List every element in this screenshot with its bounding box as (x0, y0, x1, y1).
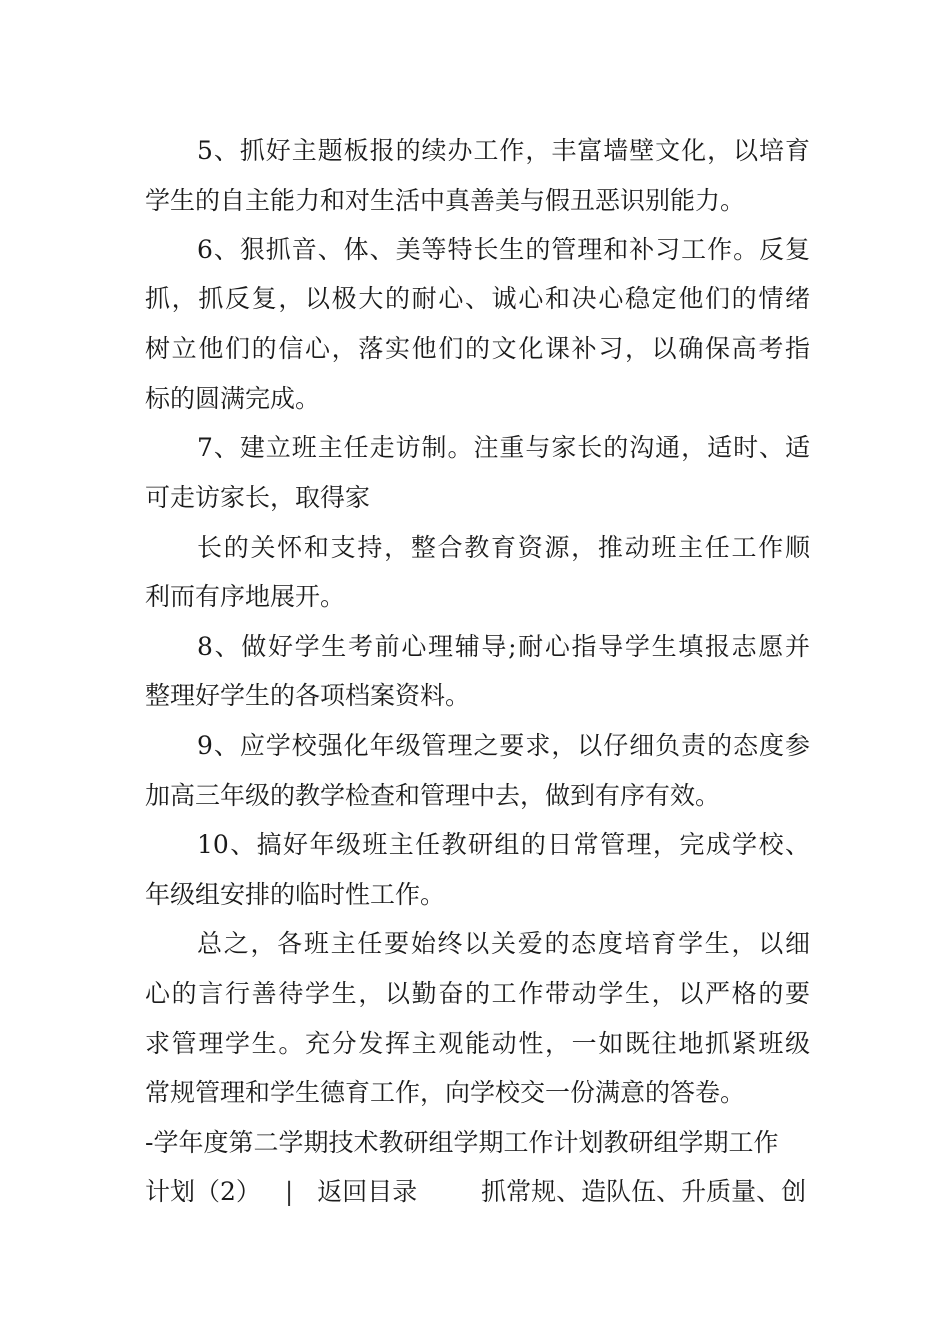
summary-line-1: 总之，各班主任要始终以关爱的态度培育学生，以细 (197, 929, 810, 958)
separator: | (284, 1177, 294, 1206)
summary-line-4: 常规管理和学生德育工作，向学校交一份满意的答卷。 (145, 1078, 746, 1107)
next-text-fragment: 抓常规、造队伍、升质量、创 (481, 1177, 807, 1206)
related-article-title-line-2 (145, 1172, 810, 1212)
paragraph-6-line-4: 标的圆满完成。 (145, 384, 321, 413)
paragraph-10-line-2: 年级组安排的临时性工作。 (145, 880, 446, 909)
paragraph-6-line-2: 抓，抓反复，以极大的耐心、诚心和决心稳定他们的情绪 (145, 284, 810, 313)
paragraph-6-line-1: 6、狠抓音、体、美等特长生的管理和补习工作。反复 (197, 235, 810, 264)
paragraph-5-line-2: 学生的自主能力和对生活中真善美与假丑恶识别能力。 (145, 186, 746, 215)
related-article-title-suffix: 计划（2） (145, 1177, 261, 1206)
paragraph-10-line-1: 10、搞好年级班主任教研组的日常管理，完成学校、 (197, 830, 810, 859)
continuation-line-1: 长的关怀和支持，整合教育资源，推动班主任工作顺 (197, 533, 810, 562)
summary-line-2: 心的言行善待学生，以勤奋的工作带动学生，以严格的要 (145, 979, 810, 1008)
related-article-title-line-1: -学年度第二学期技术教研组学期工作计划教研组学期工作 (145, 1128, 779, 1157)
paragraph-7-line-1: 7、建立班主任走访制。注重与家长的沟通，适时、适 (197, 433, 810, 462)
paragraph-9-line-2: 加高三年级的教学检查和管理中去，做到有序有效。 (145, 781, 721, 810)
paragraph-7-line-2: 可走访家长，取得家 (145, 483, 371, 512)
paragraph-9-line-1: 9、应学校强化年级管理之要求，以仔细负责的态度参 (197, 731, 810, 760)
continuation-line-2: 利而有序地展开。 (145, 582, 346, 611)
summary-line-3: 求管理学生。充分发挥主观能动性，一如既往地抓紧班级 (145, 1029, 810, 1058)
back-to-contents-link[interactable]: 返回目录 (317, 1177, 418, 1206)
paragraph-5-line-1: 5、抓好主题板报的续办工作，丰富墙壁文化，以培育 (197, 136, 810, 165)
paragraph-8-line-2: 整理好学生的各项档案资料。 (145, 681, 471, 710)
paragraph-6-line-3: 树立他们的信心，落实他们的文化课补习，以确保高考指 (145, 334, 810, 363)
paragraph-8-line-1: 8、做好学生考前心理辅导;耐心指导学生填报志愿并 (197, 632, 810, 661)
